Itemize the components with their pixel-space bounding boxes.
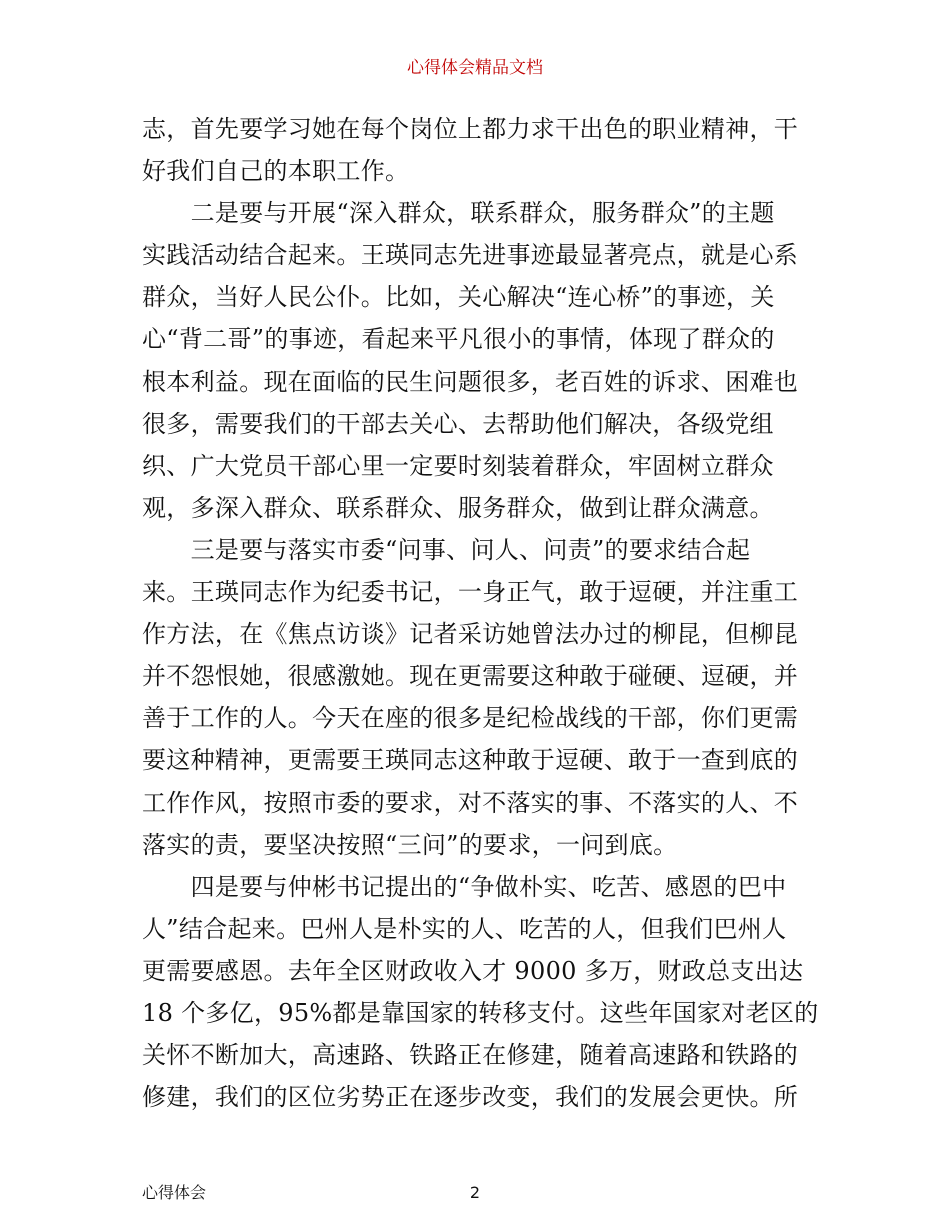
text-line: 四是要与仲彬书记提出的“争做朴实、吃苦、感恩的巴中	[142, 872, 787, 901]
text-line: 根本利益。现在面临的民生问题很多，老百姓的诉求、困难也	[142, 367, 799, 396]
text-line: 并不怨恨她，很感激她。现在更需要这种敢于碰硬、逗硬，并	[142, 662, 799, 691]
text-line: 二是要与开展“深入群众，联系群众，服务群众”的主题	[142, 199, 775, 228]
text-line: 群众，当好人民公仆。比如，关心解决“连心桥”的事迹，关	[142, 283, 775, 312]
text-line: 更需要感恩。去年全区财政收入才 9000 多万，财政总支出达	[142, 956, 804, 985]
text-line: 人”结合起来。巴州人是朴实的人、吃苦的人，但我们巴州人	[142, 914, 787, 943]
text-line: 工作作风，按照市委的要求，对不落实的事、不落实的人、不	[142, 788, 799, 817]
text-line: 心“背二哥”的事迹，看起来平凡很小的事情，体现了群众的	[142, 325, 775, 354]
text-line: 关怀不断加大，高速路、铁路正在修建，随着高速路和铁路的	[142, 1041, 799, 1070]
text-line: 要这种精神，更需要王瑛同志这种敢于逗硬、敢于一查到底的	[142, 746, 799, 775]
document-body	[142, 108, 819, 1118]
page-number: 2	[469, 1183, 481, 1202]
text-line: 修建，我们的区位劣势正在逐步改变，我们的发展会更快。所	[142, 1083, 799, 1112]
text-line: 织、广大党员干部心里一定要时刻装着群众，牢固树立群众	[142, 451, 774, 480]
text-line: 三是要与落实市委“问事、问人、问责”的要求结合起	[142, 535, 751, 564]
text-line: 很多，需要我们的干部去关心、去帮助他们解决，各级党组	[142, 409, 774, 438]
text-line: 18 个多亿，95%都是靠国家的转移支付。这些年国家对老区的	[142, 998, 819, 1027]
text-line: 作方法，在《焦点访谈》记者采访她曾法办过的柳昆，但柳昆	[142, 620, 799, 649]
text-line: 实践活动结合起来。王瑛同志先进事迹最显著亮点，就是心系	[142, 241, 799, 270]
text-line: 志，首先要学习她在每个岗位上都力求干出色的职业精神，干	[142, 115, 799, 143]
footer-label: 心得体会	[142, 1183, 207, 1202]
page-header-title: 心得体会精品文档	[407, 58, 543, 78]
text-line: 落实的责，要坚决按照“三问”的要求，一问到底。	[142, 830, 678, 859]
text-line: 观，多深入群众、联系群众、服务群众，做到让群众满意。	[142, 493, 774, 522]
text-line: 来。王瑛同志作为纪委书记，一身正气，敢于逗硬，并注重工	[142, 578, 799, 607]
text-line: 好我们自己的本职工作。	[142, 157, 410, 186]
text-line: 善于工作的人。今天在座的很多是纪检战线的干部，你们更需	[142, 704, 799, 733]
